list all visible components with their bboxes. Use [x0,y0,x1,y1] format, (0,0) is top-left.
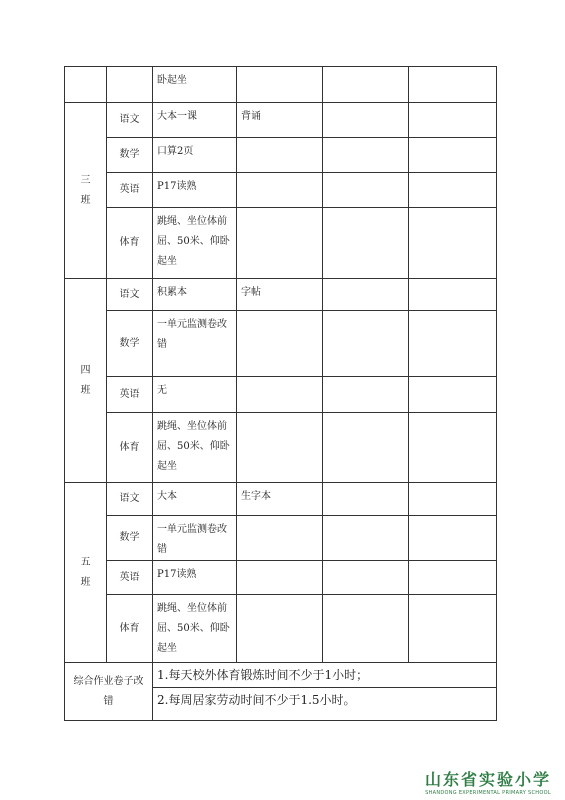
table-cell [323,413,409,483]
table-cell [323,173,409,208]
subject-cell: 数学 [107,516,153,561]
extra-cell: 背诵 [237,103,323,138]
subject-cell: 数学 [107,311,153,377]
table-cell [323,377,409,413]
subject-cell: 英语 [107,173,153,208]
table-cell [409,483,497,516]
class-label-3: 三 班 [65,103,107,279]
table-row [65,138,497,173]
table-cell [107,67,153,103]
table-cell [323,595,409,663]
table-cell [323,561,409,595]
table-cell [409,595,497,663]
table-cell [409,103,497,138]
class-label-4: 四 班 [65,279,107,483]
table-cell [323,279,409,311]
extra-cell [237,377,323,413]
table-row [65,663,497,721]
extra-cell [237,516,323,561]
table-cell [409,67,497,103]
task-cell: 一单元监测卷改错 [153,516,237,561]
school-logo [425,767,551,796]
table-cell [237,67,323,103]
logo-subtext: SHANDONG EXPERIMENTAL PRIMARY SCHOOL [425,790,551,796]
table-cell [409,173,497,208]
table-row [65,67,497,103]
table-row [65,516,497,561]
table-cell [409,208,497,279]
table-row [65,483,497,516]
summary-cell [153,663,497,721]
table-cell [323,103,409,138]
task-cell: 跳绳、坐位体前屈、50米、仰卧起坐 [153,595,237,663]
table-cell [323,138,409,173]
task-cell: 跳绳、坐位体前屈、50米、仰卧起坐 [153,208,237,279]
task-cell: P17读熟 [153,561,237,595]
summary-line-1: 1.每天校外体育锻炼时间不少于1小时； [153,663,496,688]
task-cell: 卧起坐 [153,67,237,103]
extra-cell [237,311,323,377]
table-cell [323,67,409,103]
extra-cell: 字帖 [237,279,323,311]
task-cell: 一单元监测卷改错 [153,311,237,377]
task-cell: 口算2页 [153,138,237,173]
table-row [65,208,497,279]
table-cell [323,483,409,516]
summary-label: 综合作业卷子改错 [65,663,153,721]
extra-cell [237,138,323,173]
table-cell [409,138,497,173]
extra-cell [237,595,323,663]
table-row [65,173,497,208]
extra-cell [237,413,323,483]
table-cell [323,208,409,279]
subject-cell: 英语 [107,561,153,595]
extra-cell: 生字本 [237,483,323,516]
table-row [65,377,497,413]
table-row [65,279,497,311]
subject-cell: 语文 [107,279,153,311]
subject-cell: 语文 [107,483,153,516]
subject-cell: 体育 [107,413,153,483]
task-cell: 大本一课 [153,103,237,138]
task-cell: 跳绳、坐位体前屈、50米、仰卧起坐 [153,413,237,483]
class-label-5: 五 班 [65,483,107,663]
table-row [65,311,497,377]
subject-cell: 英语 [107,377,153,413]
task-cell: P17读熟 [153,173,237,208]
table-cell [409,377,497,413]
subject-cell: 体育 [107,595,153,663]
table-cell [409,561,497,595]
extra-cell [237,208,323,279]
table-cell [65,67,107,103]
task-cell: 无 [153,377,237,413]
logo-text: 山东省实验小学 [424,770,551,789]
table-row [65,595,497,663]
table-cell [409,516,497,561]
table-row [65,561,497,595]
table-row [65,103,497,138]
extra-cell [237,561,323,595]
extra-cell [237,173,323,208]
table-cell [409,413,497,483]
summary-line-2: 2.每周居家劳动时间不少于1.5小时。 [157,693,356,707]
homework-table [64,66,497,721]
task-cell: 积累本 [153,279,237,311]
task-cell: 大本 [153,483,237,516]
table-cell [323,311,409,377]
subject-cell: 体育 [107,208,153,279]
subject-cell: 数学 [107,138,153,173]
table-cell [409,279,497,311]
table-cell [323,516,409,561]
subject-cell: 语文 [107,103,153,138]
table-row [65,413,497,483]
table-cell [409,311,497,377]
